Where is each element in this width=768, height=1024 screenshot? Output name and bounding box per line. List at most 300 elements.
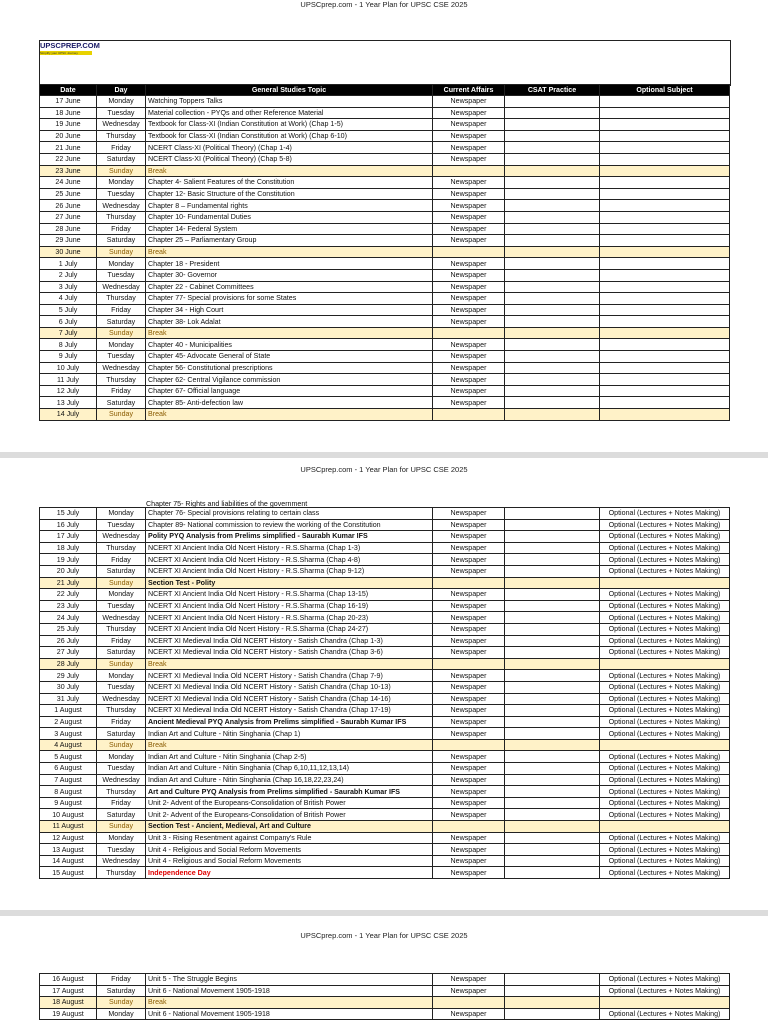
cell-topic: Unit 2- Advent of the Europeans-Consolidation of British Power — [146, 809, 433, 821]
table-row — [40, 832, 730, 844]
cell-csat — [505, 409, 600, 421]
table-row — [40, 565, 730, 577]
cell-topic: Indian Art and Culture - Nitin Singhania (Chap 1) — [146, 728, 433, 740]
cell-csat — [505, 797, 600, 809]
cell-optional: Optional (Lectures + Notes Making) — [600, 832, 730, 844]
column-header-topic: General Studies Topic — [146, 85, 433, 96]
cell-optional — [600, 385, 730, 397]
cell-optional: Optional (Lectures + Notes Making) — [600, 670, 730, 682]
cell-csat — [505, 200, 600, 212]
cell-optional: Optional (Lectures + Notes Making) — [600, 786, 730, 798]
table-row — [40, 258, 730, 270]
cell-current-affairs: Newspaper — [433, 96, 505, 108]
cell-current-affairs: Newspaper — [433, 867, 505, 879]
cell-day: Wednesday — [97, 362, 146, 374]
cell-optional — [600, 235, 730, 247]
cell-topic: NCERT XI Ancient India Old Ncert History - R.S.Sharma (Chap 4-8) — [146, 554, 433, 566]
cell-date: 16 July — [40, 519, 97, 531]
cell-topic: Chapter 30- Governor — [146, 269, 433, 281]
cell-current-affairs: Newspaper — [433, 670, 505, 682]
cell-day: Friday — [97, 385, 146, 397]
cell-date: 9 July — [40, 351, 97, 363]
cell-optional — [600, 130, 730, 142]
cell-date: 26 July — [40, 635, 97, 647]
cell-date: 2 July — [40, 269, 97, 281]
cell-date: 21 July — [40, 577, 97, 589]
cell-day: Monday — [97, 589, 146, 601]
table-row — [40, 554, 730, 566]
cell-current-affairs: Newspaper — [433, 362, 505, 374]
cell-optional: Optional (Lectures + Notes Making) — [600, 681, 730, 693]
cell-csat — [505, 739, 600, 751]
cell-optional — [600, 258, 730, 270]
cell-current-affairs — [433, 246, 505, 258]
cell-topic: Chapter 8 – Fundamental rights — [146, 200, 433, 212]
cell-optional — [600, 577, 730, 589]
cell-date: 25 July — [40, 623, 97, 635]
cell-optional — [600, 119, 730, 131]
table-row — [40, 374, 730, 386]
cell-date: 28 June — [40, 223, 97, 235]
cell-date: 29 July — [40, 670, 97, 682]
cell-date: 31 July — [40, 693, 97, 705]
table-row — [40, 635, 730, 647]
cell-current-affairs: Newspaper — [433, 681, 505, 693]
cell-csat — [505, 647, 600, 659]
cell-csat — [505, 153, 600, 165]
cell-topic: NCERT XI Medieval India Old NCERT History - Satish Chandra (Chap 1-3) — [146, 635, 433, 647]
cell-optional — [600, 362, 730, 374]
table-row — [40, 223, 730, 235]
cell-csat — [505, 763, 600, 775]
cell-day: Tuesday — [97, 269, 146, 281]
cell-topic: Ancient Medieval PYQ Analysis from Prelims simplified - Saurabh Kumar IFS — [146, 716, 433, 728]
table-row — [40, 397, 730, 409]
cell-optional: Optional (Lectures + Notes Making) — [600, 565, 730, 577]
cell-day: Thursday — [97, 211, 146, 223]
cell-day: Tuesday — [97, 763, 146, 775]
table-row — [40, 153, 730, 165]
column-header-optional: Optional Subject — [600, 85, 730, 96]
cell-csat — [505, 304, 600, 316]
cell-current-affairs: Newspaper — [433, 855, 505, 867]
cell-day: Wednesday — [97, 281, 146, 293]
cell-date: 17 August — [40, 985, 97, 997]
cell-current-affairs: Newspaper — [433, 316, 505, 328]
table-row — [40, 658, 730, 670]
cell-optional: Optional (Lectures + Notes Making) — [600, 542, 730, 554]
cell-current-affairs: Newspaper — [433, 554, 505, 566]
cell-csat — [505, 96, 600, 108]
cell-day: Wednesday — [97, 612, 146, 624]
table-row — [40, 246, 730, 258]
table-row — [40, 855, 730, 867]
cell-csat — [505, 751, 600, 763]
column-header-date: Date — [40, 85, 97, 96]
table-row — [40, 316, 730, 328]
table-row — [40, 327, 730, 339]
cell-csat — [505, 177, 600, 189]
cell-day: Friday — [97, 797, 146, 809]
schedule-table — [39, 507, 730, 879]
cell-csat — [505, 258, 600, 270]
cell-date: 27 July — [40, 647, 97, 659]
cell-optional — [600, 188, 730, 200]
cell-csat — [505, 269, 600, 281]
cell-date: 11 August — [40, 821, 97, 833]
cell-csat — [505, 281, 600, 293]
cell-csat — [505, 705, 600, 717]
table-row — [40, 751, 730, 763]
cell-optional — [600, 165, 730, 177]
cell-optional: Optional (Lectures + Notes Making) — [600, 600, 730, 612]
cell-current-affairs: Newspaper — [433, 600, 505, 612]
cell-date: 13 July — [40, 397, 97, 409]
cell-optional — [600, 281, 730, 293]
cell-topic: NCERT XI Medieval India Old NCERT History - Satish Chandra (Chap 14-16) — [146, 693, 433, 705]
cell-current-affairs: Newspaper — [433, 728, 505, 740]
table-row — [40, 670, 730, 682]
cell-topic: NCERT Class-XI (Political Theory) (Chap 1-4) — [146, 142, 433, 154]
cell-csat — [505, 844, 600, 856]
cell-current-affairs: Newspaper — [433, 339, 505, 351]
cell-optional: Optional (Lectures + Notes Making) — [600, 855, 730, 867]
cell-optional — [600, 304, 730, 316]
table-row — [40, 542, 730, 554]
cell-day: Thursday — [97, 542, 146, 554]
table-row — [40, 623, 730, 635]
cell-current-affairs: Newspaper — [433, 142, 505, 154]
cell-current-affairs — [433, 658, 505, 670]
cell-current-affairs: Newspaper — [433, 809, 505, 821]
cell-topic: NCERT XI Ancient India Old Ncert History - R.S.Sharma (Chap 1-3) — [146, 542, 433, 554]
table-row — [40, 177, 730, 189]
cell-date: 3 August — [40, 728, 97, 740]
cell-optional — [600, 153, 730, 165]
cell-csat — [505, 623, 600, 635]
cell-date: 9 August — [40, 797, 97, 809]
cell-current-affairs: Newspaper — [433, 635, 505, 647]
cell-optional: Optional (Lectures + Notes Making) — [600, 647, 730, 659]
cell-current-affairs — [433, 577, 505, 589]
cell-current-affairs: Newspaper — [433, 188, 505, 200]
cell-date: 12 July — [40, 385, 97, 397]
cell-optional: Optional (Lectures + Notes Making) — [600, 508, 730, 520]
cell-day: Monday — [97, 751, 146, 763]
cell-topic: Watching Toppers Talks — [146, 96, 433, 108]
schedule-table — [39, 973, 730, 1020]
brand-logo: UPSCPREP.COM Simplify your UPSC Journey — [40, 41, 100, 55]
page-3 — [0, 916, 768, 1024]
cell-topic: Unit 4 - Religious and Social Reform Movements — [146, 844, 433, 856]
cell-day: Wednesday — [97, 774, 146, 786]
cell-current-affairs — [433, 409, 505, 421]
cell-date: 26 June — [40, 200, 97, 212]
cell-topic: Break — [146, 997, 433, 1009]
cell-topic: Unit 6 - National Movement 1905-1918 — [146, 985, 433, 997]
table-row — [40, 577, 730, 589]
table-row — [40, 519, 730, 531]
cell-day: Friday — [97, 716, 146, 728]
cell-topic: Chapter 77- Special provisions for some States — [146, 293, 433, 305]
cell-day: Friday — [97, 554, 146, 566]
cell-day: Thursday — [97, 623, 146, 635]
cell-optional — [600, 409, 730, 421]
column-header-csat: CSAT Practice — [505, 85, 600, 96]
cell-csat — [505, 246, 600, 258]
cell-current-affairs: Newspaper — [433, 119, 505, 131]
cell-date: 5 August — [40, 751, 97, 763]
column-header-day: Day — [97, 85, 146, 96]
cell-topic: Indian Art and Culture - Nitin Singhania (Chap 6,10,11,12,13,14) — [146, 763, 433, 775]
cell-current-affairs: Newspaper — [433, 693, 505, 705]
cell-day: Thursday — [97, 705, 146, 717]
table-row — [40, 531, 730, 543]
cell-current-affairs — [433, 997, 505, 1009]
cell-csat — [505, 374, 600, 386]
cell-topic: Unit 5 - The Struggle Begins — [146, 974, 433, 986]
schedule-body-page-3 — [40, 974, 730, 1020]
cell-day: Wednesday — [97, 855, 146, 867]
cell-current-affairs — [433, 821, 505, 833]
cell-csat — [505, 235, 600, 247]
schedule-body-page-2 — [40, 508, 730, 879]
cell-current-affairs: Newspaper — [433, 235, 505, 247]
table-row — [40, 844, 730, 856]
table-row — [40, 716, 730, 728]
cell-optional — [600, 397, 730, 409]
cell-date: 17 July — [40, 531, 97, 543]
cell-optional — [600, 351, 730, 363]
cell-optional — [600, 107, 730, 119]
page-2 — [0, 458, 768, 910]
table-row — [40, 281, 730, 293]
cell-current-affairs: Newspaper — [433, 130, 505, 142]
cell-day: Tuesday — [97, 681, 146, 693]
cell-current-affairs: Newspaper — [433, 832, 505, 844]
cell-current-affairs: Newspaper — [433, 844, 505, 856]
cell-optional: Optional (Lectures + Notes Making) — [600, 705, 730, 717]
cell-csat — [505, 119, 600, 131]
cell-csat — [505, 223, 600, 235]
table-row — [40, 339, 730, 351]
cell-date: 23 June — [40, 165, 97, 177]
cell-csat — [505, 786, 600, 798]
cell-topic: Break — [146, 246, 433, 258]
cell-optional: Optional (Lectures + Notes Making) — [600, 531, 730, 543]
page-header: UPSCprep.com - 1 Year Plan for UPSC CSE 2025 — [300, 931, 468, 940]
table-row — [40, 235, 730, 247]
table-row — [40, 304, 730, 316]
cell-date: 24 July — [40, 612, 97, 624]
cell-current-affairs: Newspaper — [433, 985, 505, 997]
cell-topic: NCERT XI Medieval India Old NCERT History - Satish Chandra (Chap 3-6) — [146, 647, 433, 659]
table-row — [40, 409, 730, 421]
cell-csat — [505, 774, 600, 786]
table-row — [40, 728, 730, 740]
cell-day: Sunday — [97, 658, 146, 670]
cell-optional: Optional (Lectures + Notes Making) — [600, 797, 730, 809]
cell-current-affairs: Newspaper — [433, 774, 505, 786]
cell-optional — [600, 211, 730, 223]
cell-date: 20 June — [40, 130, 97, 142]
cell-day: Sunday — [97, 577, 146, 589]
cell-date: 3 July — [40, 281, 97, 293]
cell-date: 10 August — [40, 809, 97, 821]
cell-current-affairs — [433, 165, 505, 177]
cell-csat — [505, 339, 600, 351]
cell-optional: Optional (Lectures + Notes Making) — [600, 809, 730, 821]
cell-csat — [505, 107, 600, 119]
cell-day: Sunday — [97, 821, 146, 833]
cell-day: Sunday — [97, 246, 146, 258]
cell-topic: Chapter 34 - High Court — [146, 304, 433, 316]
cell-current-affairs: Newspaper — [433, 763, 505, 775]
cell-current-affairs: Newspaper — [433, 531, 505, 543]
cell-optional — [600, 293, 730, 305]
cell-current-affairs: Newspaper — [433, 200, 505, 212]
cell-date: 18 August — [40, 997, 97, 1009]
cell-topic: Chapter 22 - Cabinet Committees — [146, 281, 433, 293]
page-header: UPSCprep.com - 1 Year Plan for UPSC CSE 2025 — [300, 465, 468, 474]
cell-topic: Unit 3 - Rising Resentment against Company's Rule — [146, 832, 433, 844]
cell-optional — [600, 821, 730, 833]
cell-day: Tuesday — [97, 188, 146, 200]
cell-date: 18 June — [40, 107, 97, 119]
cell-date: 22 July — [40, 589, 97, 601]
cell-topic: Unit 6 - National Movement 1905-1918 — [146, 1008, 433, 1020]
cell-day: Sunday — [97, 165, 146, 177]
cell-csat — [505, 809, 600, 821]
cell-current-affairs: Newspaper — [433, 281, 505, 293]
cell-day: Friday — [97, 142, 146, 154]
cell-topic: Polity PYQ Analysis from Prelims simplified - Saurabh Kumar IFS — [146, 531, 433, 543]
cell-csat — [505, 716, 600, 728]
cell-date: 24 June — [40, 177, 97, 189]
cell-optional — [600, 142, 730, 154]
cell-current-affairs: Newspaper — [433, 542, 505, 554]
cell-date: 12 August — [40, 832, 97, 844]
cell-date: 11 July — [40, 374, 97, 386]
table-header-row — [40, 85, 730, 96]
cell-optional — [600, 658, 730, 670]
page-header: UPSCprep.com - 1 Year Plan for UPSC CSE 2025 — [300, 0, 468, 9]
cell-day: Wednesday — [97, 200, 146, 212]
cell-topic: NCERT XI Medieval India Old NCERT History - Satish Chandra (Chap 10-13) — [146, 681, 433, 693]
cell-topic: Chapter 12- Basic Structure of the Constitution — [146, 188, 433, 200]
cell-day: Saturday — [97, 316, 146, 328]
table-row — [40, 774, 730, 786]
cell-current-affairs: Newspaper — [433, 565, 505, 577]
cell-topic: Section Test - Ancient, Medieval, Art and Culture — [146, 821, 433, 833]
cell-date: 4 August — [40, 739, 97, 751]
table-row — [40, 1008, 730, 1020]
cell-optional: Optional (Lectures + Notes Making) — [600, 1008, 730, 1020]
cell-optional — [600, 200, 730, 212]
cell-day: Wednesday — [97, 531, 146, 543]
table-row — [40, 385, 730, 397]
cell-optional: Optional (Lectures + Notes Making) — [600, 716, 730, 728]
cell-day: Friday — [97, 635, 146, 647]
cell-topic: Indian Art and Culture - Nitin Singhania (Chap 2-5) — [146, 751, 433, 763]
cell-topic: Unit 4 - Religious and Social Reform Movements — [146, 855, 433, 867]
cell-topic: Chapter 40 - Municipalities — [146, 339, 433, 351]
cell-topic: Chapter 38- Lok Adalat — [146, 316, 433, 328]
cell-topic: NCERT XI Medieval India Old NCERT History - Satish Chandra (Chap 17-19) — [146, 705, 433, 717]
cell-topic: Chapter 56- Constitutional prescriptions — [146, 362, 433, 374]
cell-current-affairs: Newspaper — [433, 974, 505, 986]
cell-csat — [505, 542, 600, 554]
cell-date: 13 August — [40, 844, 97, 856]
cell-date: 14 July — [40, 409, 97, 421]
cell-current-affairs: Newspaper — [433, 1008, 505, 1020]
cell-csat — [505, 693, 600, 705]
cell-day: Monday — [97, 508, 146, 520]
cell-optional: Optional (Lectures + Notes Making) — [600, 728, 730, 740]
table-row — [40, 821, 730, 833]
cell-current-affairs: Newspaper — [433, 623, 505, 635]
table-row — [40, 681, 730, 693]
cell-optional: Optional (Lectures + Notes Making) — [600, 774, 730, 786]
cell-day: Monday — [97, 339, 146, 351]
cell-day: Sunday — [97, 327, 146, 339]
cell-current-affairs: Newspaper — [433, 211, 505, 223]
cell-date: 28 July — [40, 658, 97, 670]
cell-day: Monday — [97, 96, 146, 108]
cell-topic: Chapter 45- Advocate General of State — [146, 351, 433, 363]
table-row — [40, 739, 730, 751]
cell-topic: Chapter 67- Official language — [146, 385, 433, 397]
cell-topic: Indian Art and Culture - Nitin Singhania (Chap 16,18,22,23,24) — [146, 774, 433, 786]
schedule-body-page-1 — [40, 96, 730, 421]
cell-optional — [600, 177, 730, 189]
table-row — [40, 809, 730, 821]
cell-date: 21 June — [40, 142, 97, 154]
cell-optional: Optional (Lectures + Notes Making) — [600, 693, 730, 705]
cell-day: Sunday — [97, 997, 146, 1009]
cell-date: 23 July — [40, 600, 97, 612]
cell-date: 15 July — [40, 508, 97, 520]
cell-date: 1 August — [40, 705, 97, 717]
table-row — [40, 165, 730, 177]
cell-topic: Chapter 62- Central Vigilance commission — [146, 374, 433, 386]
cell-topic: Break — [146, 409, 433, 421]
cell-date: 18 July — [40, 542, 97, 554]
cell-date: 6 July — [40, 316, 97, 328]
cell-csat — [505, 531, 600, 543]
cell-day: Tuesday — [97, 351, 146, 363]
cell-current-affairs: Newspaper — [433, 786, 505, 798]
cell-topic: Chapter 18 - President — [146, 258, 433, 270]
cell-csat — [505, 612, 600, 624]
table-row — [40, 647, 730, 659]
cell-day: Tuesday — [97, 519, 146, 531]
cell-current-affairs: Newspaper — [433, 647, 505, 659]
cell-day: Friday — [97, 223, 146, 235]
cell-csat — [505, 600, 600, 612]
cell-optional: Optional (Lectures + Notes Making) — [600, 589, 730, 601]
cell-csat — [505, 554, 600, 566]
cell-topic: NCERT XI Ancient India Old Ncert History - R.S.Sharma (Chap 16-19) — [146, 600, 433, 612]
cell-date: 17 June — [40, 96, 97, 108]
table-row — [40, 269, 730, 281]
cell-csat — [505, 362, 600, 374]
cell-current-affairs: Newspaper — [433, 304, 505, 316]
cell-optional: Optional (Lectures + Notes Making) — [600, 763, 730, 775]
cell-optional: Optional (Lectures + Notes Making) — [600, 519, 730, 531]
page-1 — [0, 0, 768, 452]
cell-csat — [505, 997, 600, 1009]
